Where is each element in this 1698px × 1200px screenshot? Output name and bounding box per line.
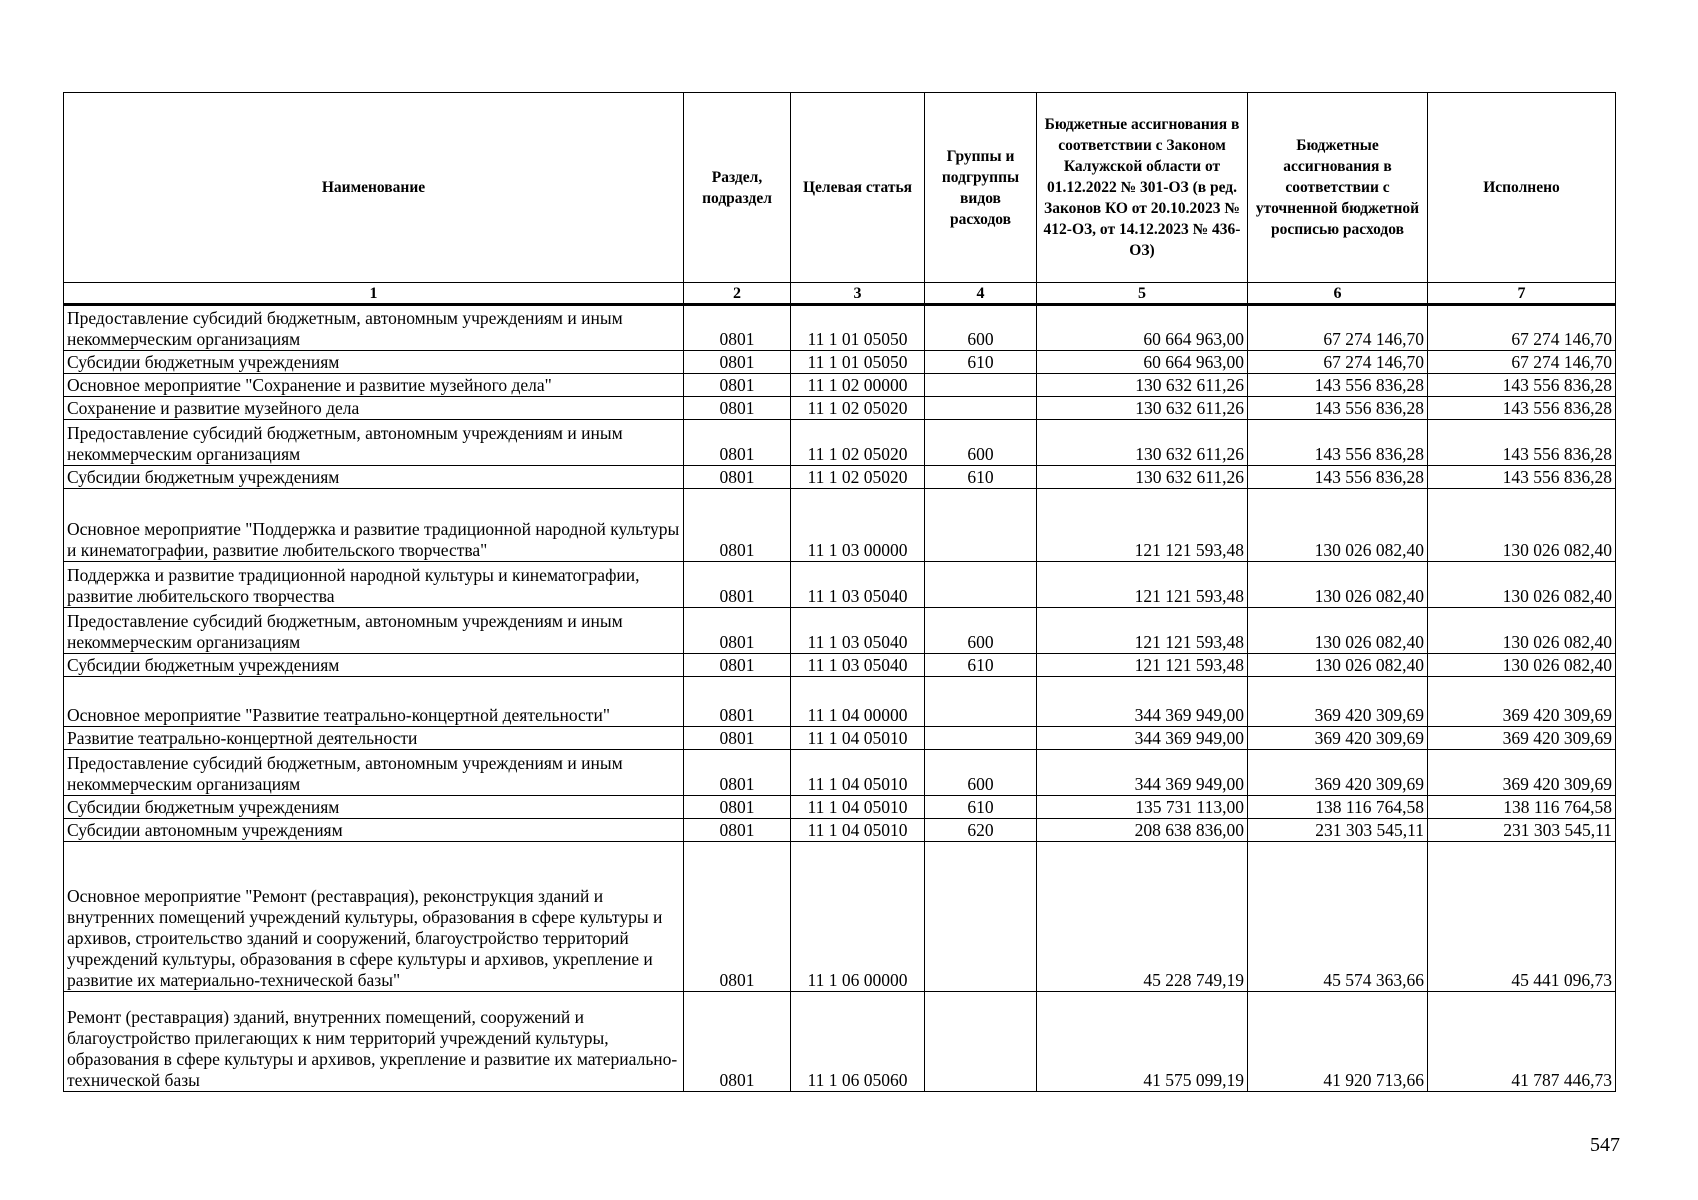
row-executed-amount: 130 026 082,40	[1428, 562, 1616, 608]
row-executed-amount: 369 420 309,69	[1428, 727, 1616, 750]
row-name: Субсидии бюджетным учреждениям	[64, 466, 684, 489]
row-group: 600	[925, 750, 1037, 796]
row-refined-amount: 130 026 082,40	[1248, 654, 1428, 677]
row-group: 620	[925, 819, 1037, 842]
header-groups: Группы и подгруппы видов расходов	[925, 93, 1037, 283]
row-refined-amount: 231 303 545,11	[1248, 819, 1428, 842]
row-name: Развитие театрально-концертной деятельности	[64, 727, 684, 750]
row-name: Основное мероприятие "Поддержка и развитие традиционной народной культуры и кинематографии, развитие любительского творчества"	[64, 489, 684, 562]
row-law-amount: 121 121 593,48	[1037, 489, 1248, 562]
row-refined-amount: 45 574 363,66	[1248, 842, 1428, 992]
row-group	[925, 677, 1037, 727]
row-section: 0801	[684, 466, 791, 489]
row-section: 0801	[684, 305, 791, 351]
header-executed: Исполнено	[1428, 93, 1616, 283]
table-row	[64, 842, 1616, 992]
row-group	[925, 397, 1037, 420]
row-refined-amount: 143 556 836,28	[1248, 374, 1428, 397]
row-target: 11 1 02 00000	[791, 374, 925, 397]
row-section: 0801	[684, 796, 791, 819]
row-name: Субсидии автономным учреждениям	[64, 819, 684, 842]
row-group: 600	[925, 305, 1037, 351]
row-executed-amount: 143 556 836,28	[1428, 420, 1616, 466]
row-executed-amount: 369 420 309,69	[1428, 677, 1616, 727]
col-number: 1	[64, 283, 684, 305]
row-refined-amount: 369 420 309,69	[1248, 727, 1428, 750]
table-row	[64, 796, 1616, 819]
row-section: 0801	[684, 562, 791, 608]
row-refined-amount: 41 920 713,66	[1248, 992, 1428, 1092]
row-section: 0801	[684, 397, 791, 420]
row-target: 11 1 04 05010	[791, 796, 925, 819]
row-law-amount: 41 575 099,19	[1037, 992, 1248, 1092]
col-number: 4	[925, 283, 1037, 305]
row-group: 610	[925, 466, 1037, 489]
row-target: 11 1 02 05020	[791, 420, 925, 466]
table-row	[64, 489, 1616, 562]
row-section: 0801	[684, 374, 791, 397]
row-name: Субсидии бюджетным учреждениям	[64, 796, 684, 819]
row-group	[925, 489, 1037, 562]
page-number: 547	[1590, 1134, 1620, 1156]
row-law-amount: 130 632 611,26	[1037, 466, 1248, 489]
col-number: 3	[791, 283, 925, 305]
row-group: 600	[925, 608, 1037, 654]
table-row	[64, 374, 1616, 397]
row-law-amount: 60 664 963,00	[1037, 351, 1248, 374]
row-target: 11 1 02 05020	[791, 397, 925, 420]
row-group	[925, 992, 1037, 1092]
header-section: Раздел, подраздел	[684, 93, 791, 283]
row-executed-amount: 130 026 082,40	[1428, 489, 1616, 562]
row-executed-amount: 130 026 082,40	[1428, 608, 1616, 654]
row-name: Основное мероприятие "Развитие театрально-концертной деятельности"	[64, 677, 684, 727]
table-header	[64, 93, 1616, 305]
header-law: Бюджетные ассигнования в соответствии с Законом Калужской области от 01.12.2022 № 301-ОЗ (в ред. Законов КО от 20.10.2023 № 412-ОЗ, от 14.12.2023 № 436-ОЗ)	[1037, 93, 1248, 283]
row-name: Ремонт (реставрация) зданий, внутренних помещений, сооружений и благоустройство прилегающих к ним территорий учреждений культуры, образования в сфере культуры и архивов, укрепление и развитие их материально-технической базы	[64, 992, 684, 1092]
row-section: 0801	[684, 677, 791, 727]
table-row	[64, 654, 1616, 677]
row-executed-amount: 67 274 146,70	[1428, 305, 1616, 351]
row-refined-amount: 143 556 836,28	[1248, 466, 1428, 489]
row-section: 0801	[684, 819, 791, 842]
row-target: 11 1 02 05020	[791, 466, 925, 489]
row-target: 11 1 04 05010	[791, 819, 925, 842]
row-law-amount: 45 228 749,19	[1037, 842, 1248, 992]
row-refined-amount: 67 274 146,70	[1248, 305, 1428, 351]
row-name: Предоставление субсидий бюджетным, автономным учреждениям и иным некоммерческим организациям	[64, 608, 684, 654]
row-refined-amount: 143 556 836,28	[1248, 420, 1428, 466]
row-target: 11 1 04 05010	[791, 750, 925, 796]
row-law-amount: 60 664 963,00	[1037, 305, 1248, 351]
row-refined-amount: 369 420 309,69	[1248, 750, 1428, 796]
row-refined-amount: 130 026 082,40	[1248, 608, 1428, 654]
row-law-amount: 344 369 949,00	[1037, 677, 1248, 727]
row-section: 0801	[684, 992, 791, 1092]
row-section: 0801	[684, 420, 791, 466]
header-target: Целевая статья	[791, 93, 925, 283]
table-row	[64, 562, 1616, 608]
row-law-amount: 121 121 593,48	[1037, 654, 1248, 677]
row-refined-amount: 67 274 146,70	[1248, 351, 1428, 374]
row-executed-amount: 130 026 082,40	[1428, 654, 1616, 677]
row-executed-amount: 67 274 146,70	[1428, 351, 1616, 374]
row-target: 11 1 03 05040	[791, 654, 925, 677]
row-section: 0801	[684, 351, 791, 374]
row-refined-amount: 130 026 082,40	[1248, 489, 1428, 562]
row-target: 11 1 04 05010	[791, 727, 925, 750]
table-row	[64, 351, 1616, 374]
header-name: Наименование	[64, 93, 684, 283]
row-name: Сохранение и развитие музейного дела	[64, 397, 684, 420]
row-law-amount: 344 369 949,00	[1037, 727, 1248, 750]
row-group	[925, 842, 1037, 992]
row-section: 0801	[684, 750, 791, 796]
row-law-amount: 344 369 949,00	[1037, 750, 1248, 796]
row-group: 600	[925, 420, 1037, 466]
row-group	[925, 562, 1037, 608]
row-group: 610	[925, 796, 1037, 819]
row-law-amount: 130 632 611,26	[1037, 420, 1248, 466]
col-number: 7	[1428, 283, 1616, 305]
row-law-amount: 121 121 593,48	[1037, 608, 1248, 654]
row-executed-amount: 143 556 836,28	[1428, 374, 1616, 397]
row-section: 0801	[684, 654, 791, 677]
table-row	[64, 992, 1616, 1092]
row-section: 0801	[684, 842, 791, 992]
header-refined: Бюджетные ассигнования в соответствии с уточненной бюджетной росписью расходов	[1248, 93, 1428, 283]
row-group	[925, 374, 1037, 397]
row-target: 11 1 03 00000	[791, 489, 925, 562]
budget-table	[63, 92, 1616, 1092]
table-body	[64, 305, 1616, 1092]
row-refined-amount: 143 556 836,28	[1248, 397, 1428, 420]
row-executed-amount: 41 787 446,73	[1428, 992, 1616, 1092]
table-row	[64, 677, 1616, 727]
row-executed-amount: 369 420 309,69	[1428, 750, 1616, 796]
row-executed-amount: 45 441 096,73	[1428, 842, 1616, 992]
row-law-amount: 130 632 611,26	[1037, 397, 1248, 420]
row-executed-amount: 138 116 764,58	[1428, 796, 1616, 819]
row-section: 0801	[684, 727, 791, 750]
row-name: Субсидии бюджетным учреждениям	[64, 351, 684, 374]
row-law-amount: 208 638 836,00	[1037, 819, 1248, 842]
row-name: Предоставление субсидий бюджетным, автономным учреждениям и иным некоммерческим организациям	[64, 305, 684, 351]
row-law-amount: 135 731 113,00	[1037, 796, 1248, 819]
row-target: 11 1 01 05050	[791, 351, 925, 374]
row-target: 11 1 03 05040	[791, 608, 925, 654]
table-row	[64, 819, 1616, 842]
col-number: 2	[684, 283, 791, 305]
row-refined-amount: 130 026 082,40	[1248, 562, 1428, 608]
table-row	[64, 608, 1616, 654]
row-group: 610	[925, 351, 1037, 374]
row-target: 11 1 03 05040	[791, 562, 925, 608]
table-row	[64, 397, 1616, 420]
row-refined-amount: 138 116 764,58	[1248, 796, 1428, 819]
row-name: Предоставление субсидий бюджетным, автономным учреждениям и иным некоммерческим организациям	[64, 420, 684, 466]
row-name: Основное мероприятие "Сохранение и развитие музейного дела"	[64, 374, 684, 397]
row-target: 11 1 06 05060	[791, 992, 925, 1092]
table-row	[64, 727, 1616, 750]
row-executed-amount: 231 303 545,11	[1428, 819, 1616, 842]
row-executed-amount: 143 556 836,28	[1428, 397, 1616, 420]
row-name: Субсидии бюджетным учреждениям	[64, 654, 684, 677]
row-target: 11 1 06 00000	[791, 842, 925, 992]
table-row	[64, 466, 1616, 489]
row-refined-amount: 369 420 309,69	[1248, 677, 1428, 727]
row-section: 0801	[684, 608, 791, 654]
table-row	[64, 305, 1616, 351]
row-law-amount: 121 121 593,48	[1037, 562, 1248, 608]
col-number: 5	[1037, 283, 1248, 305]
table-row	[64, 420, 1616, 466]
row-law-amount: 130 632 611,26	[1037, 374, 1248, 397]
table-row	[64, 750, 1616, 796]
row-name: Предоставление субсидий бюджетным, автономным учреждениям и иным некоммерческим организациям	[64, 750, 684, 796]
row-executed-amount: 143 556 836,28	[1428, 466, 1616, 489]
row-group: 610	[925, 654, 1037, 677]
row-target: 11 1 01 05050	[791, 305, 925, 351]
row-name: Основное мероприятие "Ремонт (реставрация), реконструкция зданий и внутренних помещений учреждений культуры, образования в сфере культуры и архивов, строительство зданий и сооружений, благоустройство территорий учреждений культуры, образования в сфере культуры и архивов, укрепление и развитие их материально-технической базы"	[64, 842, 684, 992]
row-name: Поддержка и развитие традиционной народной культуры и кинематографии, развитие любительского творчества	[64, 562, 684, 608]
col-number: 6	[1248, 283, 1428, 305]
row-target: 11 1 04 00000	[791, 677, 925, 727]
row-group	[925, 727, 1037, 750]
row-section: 0801	[684, 489, 791, 562]
